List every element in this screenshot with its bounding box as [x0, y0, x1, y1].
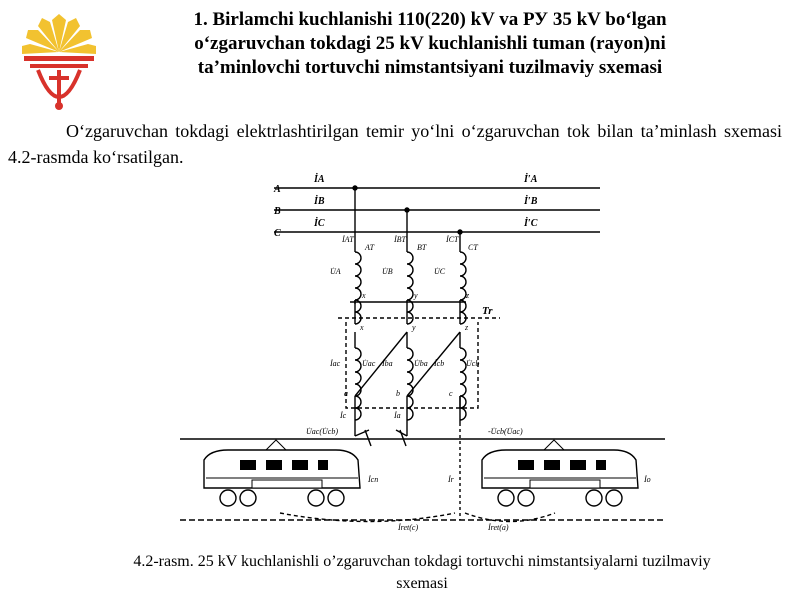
- primary-current-b: İBT: [394, 235, 406, 244]
- rail-current-c: İret(c): [398, 523, 419, 532]
- neutral-terminal-z: z: [466, 291, 470, 300]
- title-line-1: 1. Birlamchi kuchlanishi 110(220) kV va РУ 35 kV boʻlgan: [193, 9, 667, 30]
- primary-winding-b: [407, 252, 413, 324]
- title-line-3: taʼminlovchi tortuvchi nimstantsiyani tuzilmaviy sxemasi: [197, 57, 663, 78]
- secondary-current-cb: İcb: [434, 359, 445, 368]
- secondary-terminal-c: c: [449, 389, 453, 398]
- intro-paragraph: Oʻzgaruvchan tokdagi elektrlashtirilgan temir yoʻlni oʻzgaruvchan tok bilan taʼminlash sxemasi 4.2-rasmda koʻrsatilgan.: [8, 121, 782, 167]
- secondary-voltage-ac: U̇ac: [362, 359, 376, 368]
- line-current-c: İC: [314, 218, 325, 229]
- catenary-voltage-left: U̇ac(U̇cb): [306, 427, 338, 436]
- catenary-voltage-right: -U̇cb(U̇ac): [488, 427, 523, 436]
- university-emblem-logo: [16, 12, 102, 124]
- line-current-a-prime: İ′A: [524, 174, 538, 185]
- line-current-b: İB: [314, 196, 325, 207]
- secondary-terminal-y: y: [412, 323, 416, 332]
- line-current-b-prime: İ′B: [524, 196, 538, 207]
- train-current-left: İcn: [368, 475, 379, 484]
- primary-voltage-c: U̇C: [434, 267, 446, 276]
- primary-voltage-a: U̇A: [330, 267, 341, 276]
- electric-train-left-icon: [204, 440, 360, 506]
- secondary-terminal-x: x: [360, 323, 364, 332]
- primary-winding-a: [355, 252, 361, 324]
- neutral-terminal-x: x: [362, 291, 366, 300]
- sun-rays-icon: [22, 14, 96, 54]
- substation-schematic-diagram: [170, 168, 672, 534]
- transformer-label: Tr: [482, 305, 493, 317]
- phase-label-b: B: [274, 206, 281, 217]
- secondary-winding-ac: [355, 348, 361, 420]
- figure-caption: [60, 551, 784, 595]
- secondary-terminal-z: z: [465, 323, 469, 332]
- title-line-2: oʻzgaruvchan tokdagi 25 kV kuchlanishli tuman (rayon)ni: [194, 33, 666, 54]
- secondary-terminal-a: a: [344, 389, 348, 398]
- caption-line-1: 4.2-rasm. 25 kV kuchlanishli oʼzgaruvchan tokdagi tortuvchi nimstantsiyalarni tuzilmaviy: [133, 553, 711, 570]
- phase-label-a: A: [274, 184, 281, 195]
- phase-label-c: C: [274, 228, 281, 239]
- neutral-terminal-y: y: [414, 291, 418, 300]
- train-current-right: İo: [644, 475, 651, 484]
- primary-winding-c: [460, 252, 466, 324]
- secondary-current-ba: İba: [382, 359, 393, 368]
- primary-winding-label-a: AT: [365, 243, 375, 252]
- primary-current-a: İAT: [342, 235, 354, 244]
- line-current-a: İA: [314, 174, 325, 185]
- primary-voltage-b: U̇B: [382, 267, 393, 276]
- feeder-current-a: İa: [394, 411, 401, 420]
- primary-winding-label-c: CT: [468, 243, 478, 252]
- rail-current-a: İret(a): [488, 523, 509, 532]
- feeder-current-c: İc: [340, 411, 347, 420]
- electric-train-right-icon: [482, 440, 638, 506]
- train-current-middle: İr: [448, 475, 454, 484]
- secondary-current-ac: İac: [330, 359, 341, 368]
- secondary-winding-ba: [407, 348, 413, 420]
- line-current-c-prime: İ′C: [524, 218, 538, 229]
- primary-winding-label-b: BT: [417, 243, 427, 252]
- caption-line-2: sxemasi: [396, 575, 448, 592]
- secondary-voltage-ba: U̇ba: [414, 359, 428, 368]
- primary-current-c: İCT: [446, 235, 459, 244]
- secondary-terminal-b: b: [396, 389, 400, 398]
- slide-title: [150, 8, 710, 80]
- secondary-voltage-cb: U̇cb: [466, 359, 480, 368]
